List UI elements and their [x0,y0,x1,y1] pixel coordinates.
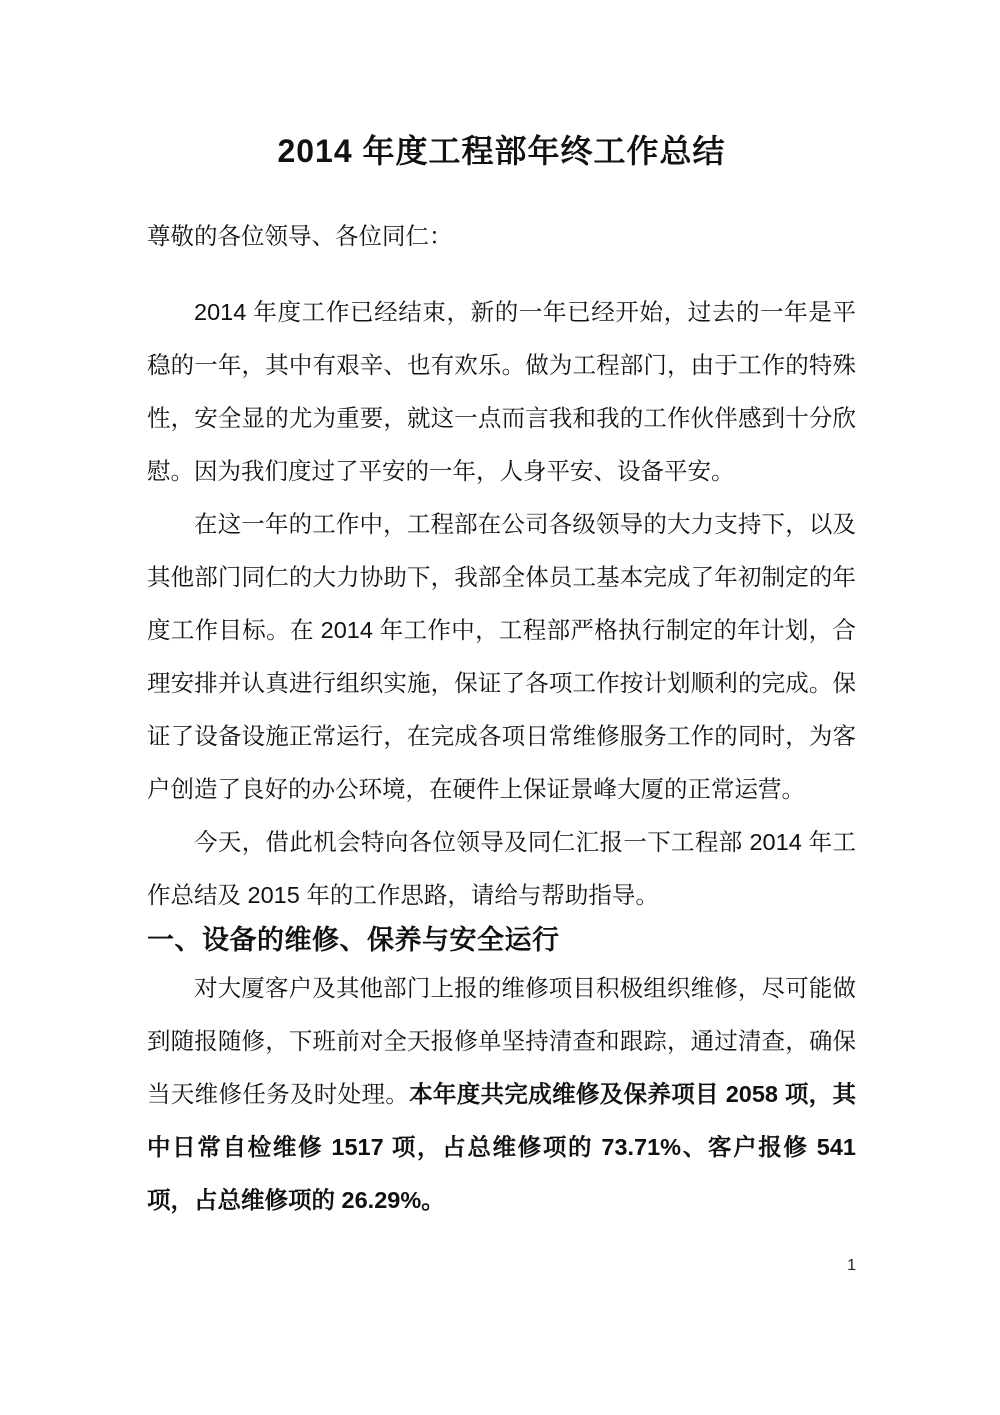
section-heading-1: 一、设备的维修、保养与安全运行 [147,925,560,955]
paragraph-year-review: 在这一年的工作中，工程部在公司各级领导的大力支持下，以及其他部门同仁的大力协助下，我部全体员工基本完成了年初制定的年度工作目标。在 2014 年工作中，工程部严格执行制定的年计划，合理安排并认真进行组织实施，保证了各项工作按计划顺利的完成。保证了设备设施正常运行，在完成各项日常维修服务工作的同时，为客户创造了良好的办公环境，在硬件上保证景峰大厦的正常运营。 [147,511,856,802]
paragraph-maintenance-text: 对大厦客户及其他部门上报的维修项目积极组织维修，尽可能做到随报随修，下班前对全天报修单坚持清查和跟踪，通过清查，确保当天维修任务及时处理。 [147,975,856,1107]
page-number: 1 [847,1257,856,1274]
greeting-line: 尊敬的各位领导、各位同仁： [147,223,453,249]
paragraph-intro: 2014 年度工作已经结束，新的一年已经开始，过去的一年是平稳的一年，其中有艰辛、也有欢乐。做为工程部门，由于工作的特殊性，安全显的尤为重要，就这一点而言我和我的工作伙伴感到十分欣慰。因为我们度过了平安的一年，人身平安、设备平安。 [147,299,856,484]
paragraph-maintenance [147,962,856,1227]
paragraph-report-lead-in: 今天，借此机会特向各位领导及同仁汇报一下工程部 2014 年工作总结及 2015 年的工作思路，请给与帮助指导。 [147,829,856,908]
document-title: 2014 年度工程部年终工作总结 [277,133,726,169]
paragraph-maintenance-stats-bold: 本年度共完成维修及保养项目 2058 项，其中日常自检维修 1517 项，占总维修项的 73.71%、客户报修 541 项，占总维修项的 26.29%。 [147,1081,857,1213]
